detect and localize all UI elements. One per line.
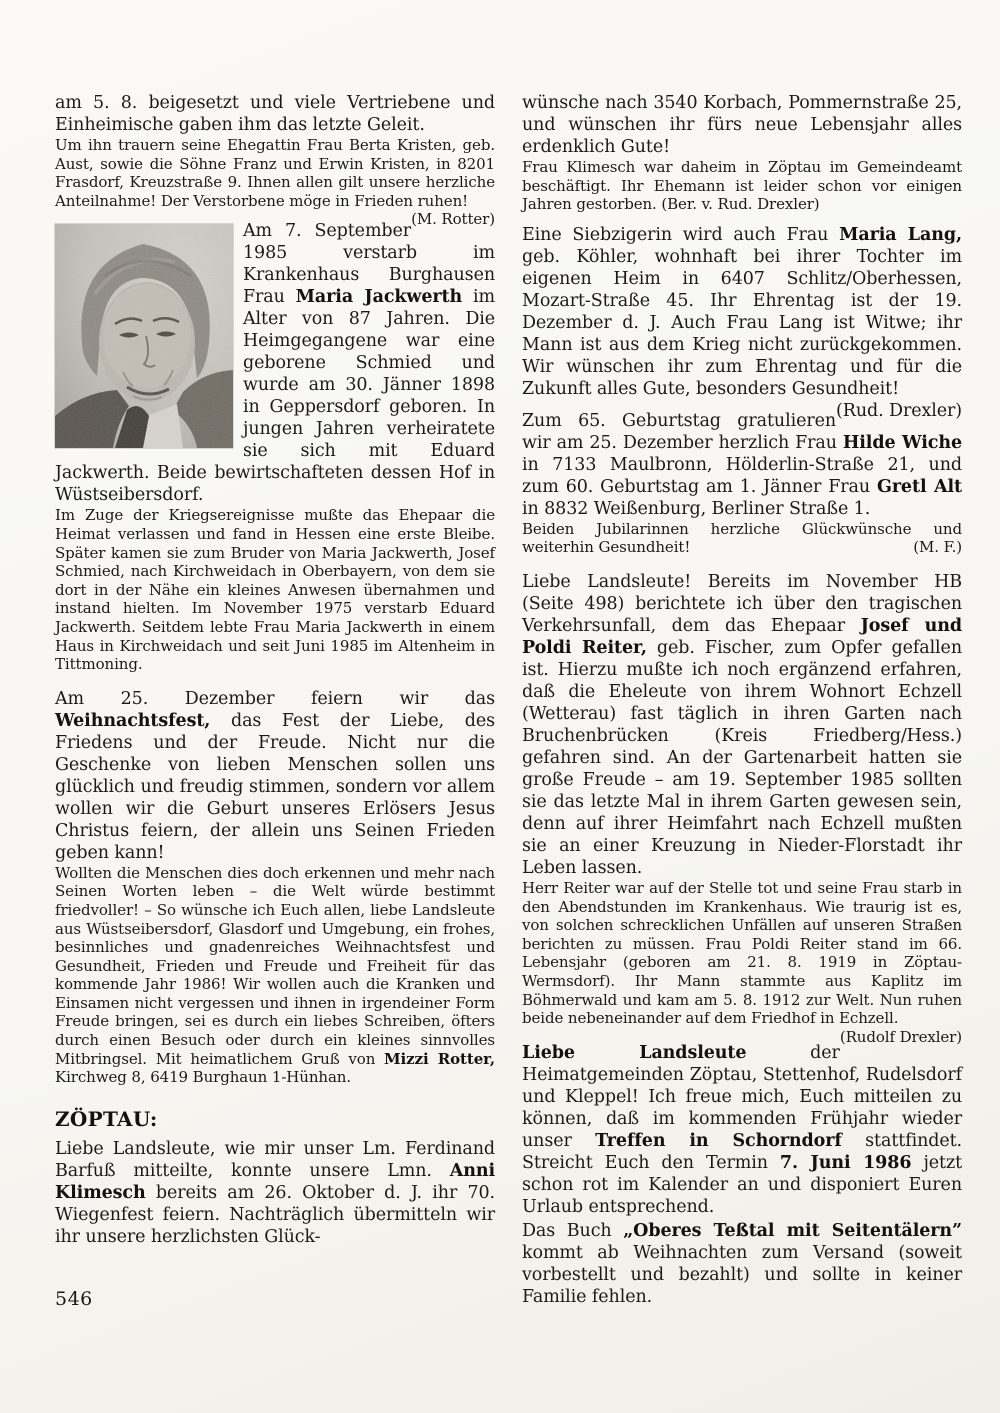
reiter-accident-paragraph <box>522 571 962 879</box>
text-run: Eine Siebzigerin wird auch Frau <box>522 224 840 245</box>
text-run: bereits am 26. Oktober d. J. ihr 70. Wiegenfest feiern. Nachträglich übermitteln wir ihr unsere herzlichsten Glück- <box>55 1182 495 1247</box>
text-run: Wollten die Menschen dies doch erkennen und mehr nach Seinen Worten leben – die Welt würde bestimmt friedvoller! – So wünsche ich Euch allen, liebe Landsleute aus Wüstseibersdorf, Glasdorf und Umgebung, ein frohes, besinnliches und gnadenreiches Weihnachtsfest und Gesundheit, Frieden und Freude und Freiheit für das kommende Jahr 1986! Wir wollen auch die Kranken und Einsamen nicht vergessen und ihnen in irgendeiner Form Freude bringen, sei es durch ein liebes Schreiben, öfters durch einen Besuch oder durch ein kleines sinnvolles Mitbringsel. Mit heimatlichem Gruß von <box>55 863 495 1068</box>
text-run: Liebe Landsleute! Bereits im November HB (Seite 498) berichtete ich über den tragischen Verkehrsunfall, dem das Ehepaar <box>522 571 962 636</box>
text-run: jetzt schon rot im Kalender an und disponiert Euren Urlaub entsprechend. <box>522 1152 963 1217</box>
byline: (Rudolf Drexler) <box>839 1027 962 1046</box>
bold-text-run: Gretl Alt <box>876 476 962 497</box>
text-run: Kirchweg 8, 6419 Burghaun 1-Hünhan. <box>55 1068 352 1087</box>
klimesch-background-note <box>522 158 962 214</box>
christmas-wishes-note <box>55 864 495 1087</box>
lang-birthday-paragraph <box>522 224 962 421</box>
page-number: 546 <box>55 1288 93 1310</box>
text-run: Zum 65. Geburtstag gratulieren wir am 25. Dezember herzlich Frau <box>522 410 843 453</box>
text-run: der Heimatgemeinden Zöptau, Stettenhof, Rudelsdorf und Kleppel! Ich freue mich, Euch mitteilen zu können, daß im kommenden Frühjahr wieder unser <box>522 1042 962 1151</box>
text-run: am 5. 8. beigesetzt und viele Vertriebene und Einheimische gaben ihm das letzte Geleit. <box>55 93 495 135</box>
text-run: Am 7. September 1985 verstarb im Krankenhaus Burghausen Frau <box>243 221 495 308</box>
bold-text-run: 7. Juni 1986 <box>779 1152 912 1173</box>
christmas-message-paragraph <box>55 688 495 864</box>
text-run: stattfindet. Streicht Euch den Termin <box>522 1130 962 1173</box>
text-run: geb. Fischer, zum Opfer gefallen ist. Hierzu mußte ich noch ergänzend erfahren, daß die Eheleute von ihrem Wohnort Echzell (Wetterau) fast täglich in ihren Garten nach Bruchenbrücken (Kreis Friedberg/Hess.) gefahren sind. An der Gartenarbeit hatten sie große Freude – am 19. September 1985 sollten sie das letzte Mal in ihrem Garten gewesen sein, denn auf ihrer Heimfahrt nach Echzell mußten sie an einer Kreuzung in Nieder-Florstadt ihr Leben lassen. <box>522 637 962 878</box>
obituary-closing-paragraph <box>55 92 495 136</box>
text-run: in 7133 Maulbronn, Hölderlin-Straße 21, und zum 60. Geburtstag am 1. Jänner Frau <box>522 454 962 497</box>
text-run: im Alter von 87 Jahren. Die Heimgegangene war eine geborene Schmied und wurde am 30. Jänner 1898 in Geppersdorf geboren. In jungen Jahren verheiratete sie sich mit Eduard Jackwerth. Beide bewirtschafteten dessen Hof in Wüstseibersdorf. <box>55 287 495 506</box>
text-run: kommt ab Weihnachten zum Versand (soweit vorbestellt und bezahlt) und sollte in keiner Familie fehlen. <box>522 1242 962 1307</box>
bold-text-run: Hilde Wiche <box>842 432 963 453</box>
bold-text-run: Mizzi Rotter, <box>384 1049 495 1068</box>
text-run: wünsche nach 3540 Korbach, Pommernstraße 25, und wünschen ihr fürs neue Lebensjahr alles erdenklich Gute! <box>522 93 962 157</box>
bold-text-run: Liebe Landsleute <box>522 1042 747 1063</box>
portrait-photo <box>55 224 233 448</box>
bold-text-run: „Oberes Teßtal mit Seitentälern” <box>623 1220 962 1241</box>
left-column <box>55 92 495 1308</box>
text-run: Frau Klimesch war daheim in Zöptau im Gemeindeamt beschäftigt. Ihr Ehemann ist leider schon vor einigen Jahren gestorben. (Ber. v. Rud. Drexler) <box>522 158 962 214</box>
byline: (M. F.) <box>913 538 962 557</box>
right-column <box>522 92 962 1308</box>
text-run: Herr Reiter war auf der Stelle tot und seine Frau starb in den Abendstunden im Krankenhaus. Wie traurig ist es, von solchen schrecklichen Unfällen auf unseren Straßen berichten zu müssen. Frau Poldi Reiter stand im 66. Lebensjahr (geboren am 21. 8. 1919 in Zöptau-Wermsdorf). Ihr Mann stammte aus Kaplitz im Böhmerwald und kam am 5. 8. 1912 zur Welt. Nun ruhen beide nebeneinander auf dem Friedhof in Echzell. <box>522 878 962 1028</box>
bold-text-run: Treffen in Schorndorf <box>595 1130 842 1151</box>
bold-text-run: Maria Jackwerth <box>295 287 463 308</box>
text-run: Das Buch <box>522 1220 624 1241</box>
section-heading-zoeptau <box>55 1107 495 1131</box>
text-run: Am 25. Dezember feiern wir das <box>55 688 495 709</box>
text-run: Beiden Jubilarinnen herzliche Glückwünsche und weiterhin Gesundheit! <box>522 519 962 557</box>
klimesch-birthday-continuation <box>522 92 962 158</box>
text-run: Liebe Landsleute, wie mir unser Lm. Ferdinand Barfuß mitteilte, konnte unsere Lmn. <box>55 1138 495 1181</box>
text-run: Im Zuge der Kriegsereignisse mußte das Ehepaar die Heimat verlassen und fand in Hessen eine erste Bleibe. Später kamen sie zum Bruder von Maria Jackwerth, Josef Schmied, nach Kirchweidach in Oberbayern, von dem sie dort in der Nähe ein kleines Anwesen übernahmen und instand hielten. Im November 1975 verstarb Eduard Jackwerth. Seitdem lebte Frau Maria Jackwerth in einem Haus in Kirchweidach und seit Juni 1985 im Altenheim in Tittmoning. <box>55 506 495 674</box>
bold-text-run: Josef und Poldi Reiter, <box>522 615 962 658</box>
bold-text-run: ZÖPTAU: <box>55 1106 158 1131</box>
text-run: geb. Köhler, wohnhaft bei ihrer Tochter im eigenen Heim in 6407 Schlitz/Oberhessen, Mozart-Straße 45. Ihr Ehrentag ist der 19. Dezember d. J. Auch Frau Lang ist Witwe; ihr Mann ist aus dem Krieg nicht zurückgekommen. Wir wünschen ihr zum Ehrentag und für die Zukunft alles Gute, besonders Gesundheit! <box>522 246 962 399</box>
text-run: Um ihn trauern seine Ehegattin Frau Berta Kristen, geb. Aust, sowie die Söhne Franz und Erwin Kristen, in 8201 Frasdorf, Kreuzstraße 9. Ihnen allen gilt unsere herzliche Anteilnahme! Der Verstorbene möge in Frieden ruhen! <box>55 136 495 210</box>
wiche-alt-birthday-paragraph <box>522 410 962 520</box>
bold-text-run: Anni Klimesch <box>55 1160 495 1203</box>
bold-text-run: Maria Lang, <box>839 224 962 245</box>
obituary-family-note <box>55 136 495 229</box>
reiter-details-note <box>522 878 962 1046</box>
portrait-photo-graphic <box>55 224 233 448</box>
jackwerth-obituary-paragraph <box>55 220 495 506</box>
text-run: in 8832 Weißenburg, Berliner Straße 1. <box>522 498 871 519</box>
byline: (Rud. Drexler) <box>836 400 962 421</box>
byline: (M. Rotter) <box>411 210 495 229</box>
jackwerth-life-note <box>55 506 495 673</box>
klimesch-birthday-paragraph <box>55 1138 495 1248</box>
schorndorf-meeting-paragraph <box>522 1042 962 1218</box>
book-announcement-paragraph <box>522 1220 962 1308</box>
bold-text-run: Weihnachtsfest, <box>55 710 211 731</box>
text-run: das Fest der Liebe, des Friedens und der Freude. Nicht nur die Geschenke von lieben Menschen sollen uns glücklich und freudig stimmen, sondern vor allem wollen wir die Geburt unseres Erlösers Jesus Christus feiern, der allein uns Seinen Frieden geben kann! <box>55 710 495 863</box>
jubilarinnen-note <box>522 520 962 557</box>
